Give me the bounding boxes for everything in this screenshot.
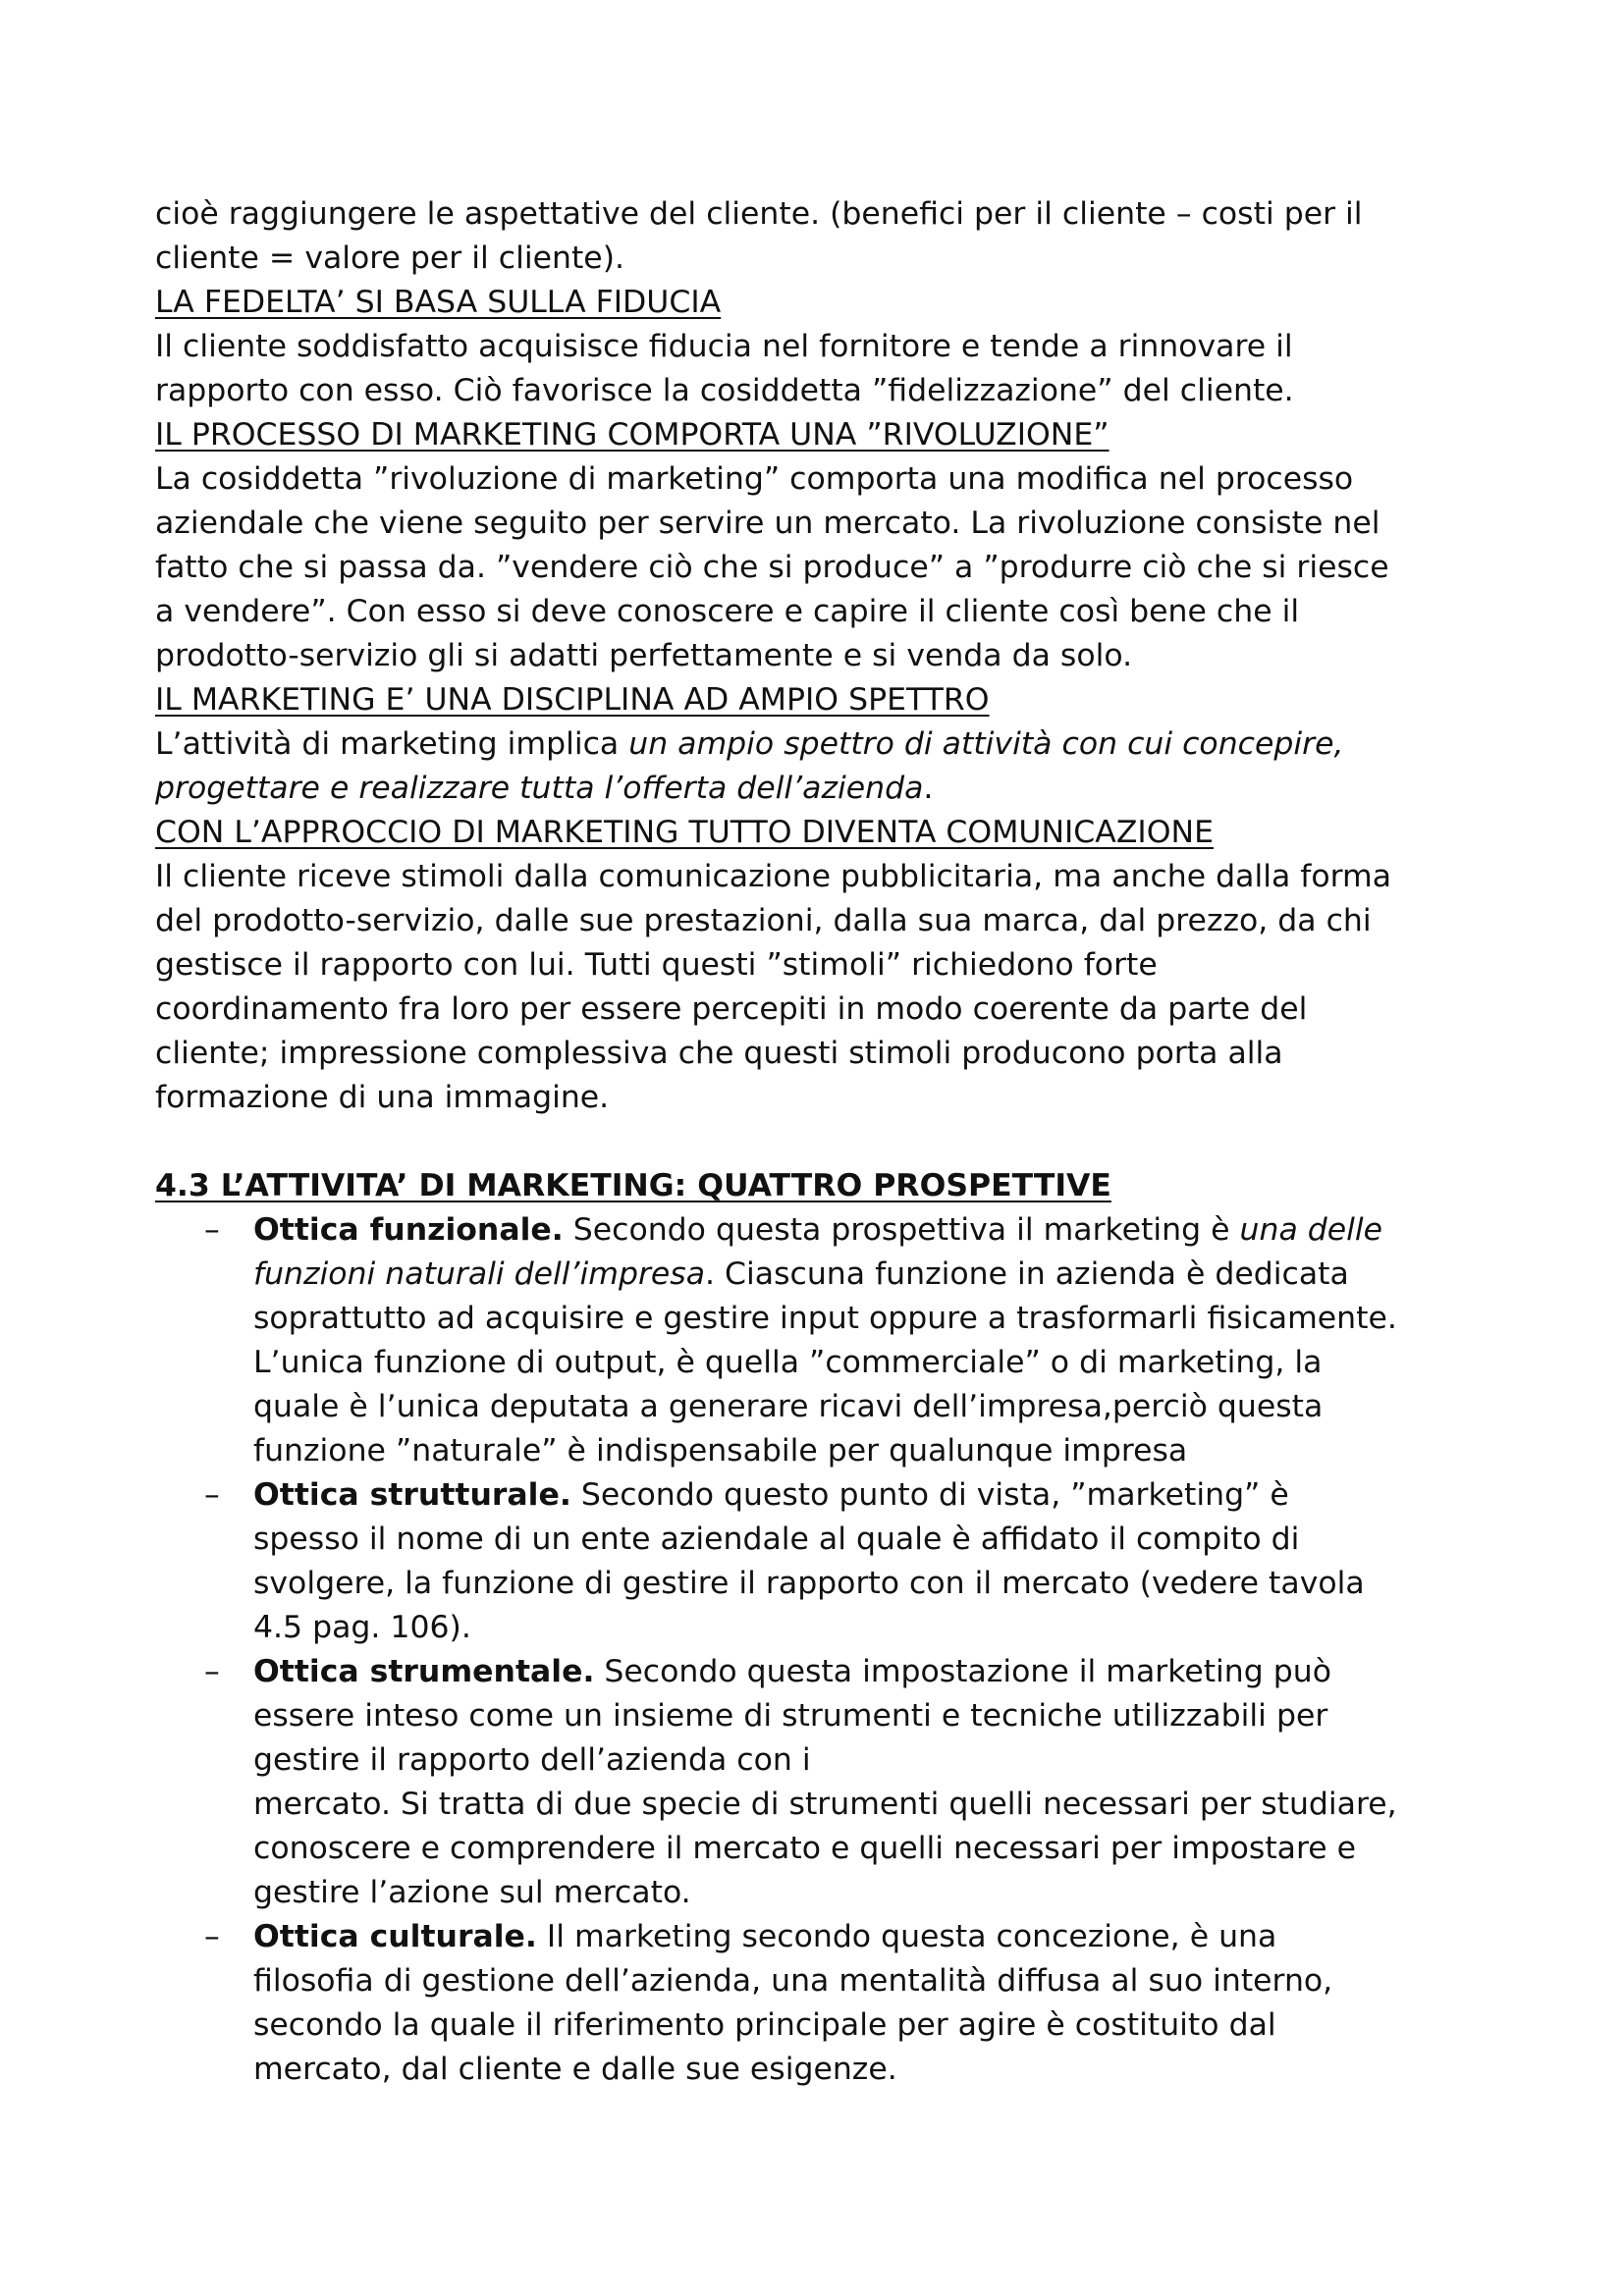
list-line: [253, 1650, 1490, 1694]
list-item-strutturale: [155, 1473, 1490, 1650]
paragraph-line: coordinamento fra loro per essere percepiti in modo coerente da parte del: [155, 991, 1308, 1027]
dash-bullet: –: [204, 1477, 220, 1513]
paragraph-line: Il cliente soddisfatto acquisisce fiducia nel fornitore e tende a rinnovare il: [155, 329, 1293, 364]
list-line: svolgere, la funzione di gestire il rapporto con il mercato (vedere tavola: [253, 1566, 1365, 1601]
plain-text: Il marketing secondo questa concezione, è una: [536, 1919, 1277, 1954]
plain-text: .: [923, 771, 934, 806]
list-line: [253, 1915, 1490, 1959]
list-line: L’unica funzione di output, è quella ”commerciale” o di marketing, la: [253, 1345, 1323, 1380]
bold-term: Ottica strutturale.: [253, 1477, 571, 1513]
italic-text: funzioni naturali dell’impresa: [253, 1256, 706, 1292]
bold-term: Ottica funzionale.: [253, 1212, 564, 1248]
list-line: soprattutto ad acquisire e gestire input oppure a trasformarli fisicamente.: [253, 1301, 1397, 1336]
paragraph-line: [155, 767, 1490, 811]
intro-line: cioè raggiungere le aspettative del cliente. (benefici per il cliente – costi per il: [155, 196, 1363, 232]
list-line: 4.5 pag. 106).: [253, 1610, 471, 1645]
italic-text: progettare e realizzare tutta l’offerta dell’azienda: [155, 771, 924, 806]
italic-text: un ampio spettro di attività con cui concepire,: [628, 726, 1344, 762]
perspectives-list: [155, 1208, 1490, 2092]
list-line: mercato, dal cliente e dalle sue esigenze.: [253, 2052, 897, 2087]
list-line: filosofia di gestione dell’azienda, una mentalità diffusa al suo interno,: [253, 1963, 1333, 1999]
paragraph-line: fatto che si passa da. ”vendere ciò che si produce” a ”produrre ciò che si riesce: [155, 550, 1389, 585]
section-title-disciplina: IL MARKETING E’ UNA DISCIPLINA AD AMPIO SPETTRO: [155, 682, 990, 718]
list-line: [253, 1473, 1490, 1518]
plain-text: Secondo questa prospettiva il marketing è: [563, 1212, 1240, 1248]
paragraph-line: aziendale che viene seguito per servire un mercato. La rivoluzione consiste nel: [155, 506, 1380, 541]
section-title-comunicazione: CON L’APPROCCIO DI MARKETING TUTTO DIVENTA COMUNICAZIONE: [155, 815, 1214, 850]
blank-line: [155, 1120, 1490, 1164]
paragraph-line: formazione di una immagine.: [155, 1080, 610, 1115]
paragraph-line: a vendere”. Con esso si deve conoscere e capire il cliente così bene che il: [155, 594, 1300, 629]
intro-line: cliente = valore per il cliente).: [155, 240, 624, 276]
list-line: quale è l’unica deputata a generare ricavi dell’impresa,perciò questa: [253, 1389, 1324, 1424]
list-line: secondo la quale il riferimento principale per agire è costituito dal: [253, 2007, 1276, 2043]
paragraph-line: rapporto con esso. Ciò favorisce la cosiddetta ”fidelizzazione” del cliente.: [155, 373, 1294, 408]
italic-text: una delle: [1239, 1212, 1383, 1248]
list-line: funzione ”naturale” è indispensabile per qualunque impresa: [253, 1433, 1188, 1468]
list-line: spesso il nome di un ente aziendale al quale è affidato il compito di: [253, 1522, 1300, 1557]
plain-text: Secondo questo punto di vista, ”marketing” è: [570, 1477, 1289, 1513]
paragraph-line: del prodotto-servizio, dalle sue prestazioni, dalla sua marca, dal prezzo, da chi: [155, 903, 1372, 938]
list-item-funzionale: [155, 1208, 1490, 1473]
section-title-rivoluzione: IL PROCESSO DI MARKETING COMPORTA UNA ”RIVOLUZIONE”: [155, 417, 1109, 453]
paragraph-line: Il cliente riceve stimoli dalla comunicazione pubblicitaria, ma anche dalla forma: [155, 859, 1392, 894]
bold-term: Ottica culturale.: [253, 1919, 537, 1954]
paragraph-line: La cosiddetta ”rivoluzione di marketing” comporta una modifica nel processo: [155, 461, 1354, 497]
bold-term: Ottica strumentale.: [253, 1654, 595, 1689]
dash-bullet: –: [204, 1654, 220, 1689]
list-item-strumentale: [155, 1650, 1490, 1915]
plain-text: Secondo questa impostazione il marketing può: [594, 1654, 1332, 1689]
list-item-culturale: [155, 1915, 1490, 2092]
paragraph-line: gestisce il rapporto con lui. Tutti questi ”stimoli” richiedono forte: [155, 947, 1158, 983]
document-body: [155, 192, 1490, 2092]
list-line: [253, 1208, 1490, 1253]
plain-text: . Ciascuna funzione in azienda è dedicata: [705, 1256, 1349, 1292]
dash-bullet: –: [204, 1919, 220, 1954]
plain-text: L’attività di marketing implica: [155, 726, 629, 762]
section-title-fedelta: LA FEDELTA’ SI BASA SULLA FIDUCIA: [155, 285, 722, 320]
list-line: gestire il rapporto dell’azienda con i: [253, 1742, 811, 1778]
dash-bullet: –: [204, 1212, 220, 1248]
list-line: gestire l’azione sul mercato.: [253, 1875, 691, 1910]
list-line: essere inteso come un insieme di strumenti e tecniche utilizzabili per: [253, 1698, 1328, 1734]
chapter-heading: 4.3 L’ATTIVITA’ DI MARKETING: QUATTRO PROSPETTIVE: [155, 1168, 1111, 1203]
paragraph-line: prodotto-servizio gli si adatti perfettamente e si venda da solo.: [155, 638, 1133, 673]
paragraph-line: [155, 722, 1490, 767]
paragraph-line: cliente; impressione complessiva che questi stimoli producono porta alla: [155, 1036, 1283, 1071]
list-line: conoscere e comprendere il mercato e quelli necessari per impostare e: [253, 1831, 1357, 1866]
list-line: [253, 1253, 1490, 1297]
list-line: mercato. Si tratta di due specie di strumenti quelli necessari per studiare,: [253, 1787, 1397, 1822]
